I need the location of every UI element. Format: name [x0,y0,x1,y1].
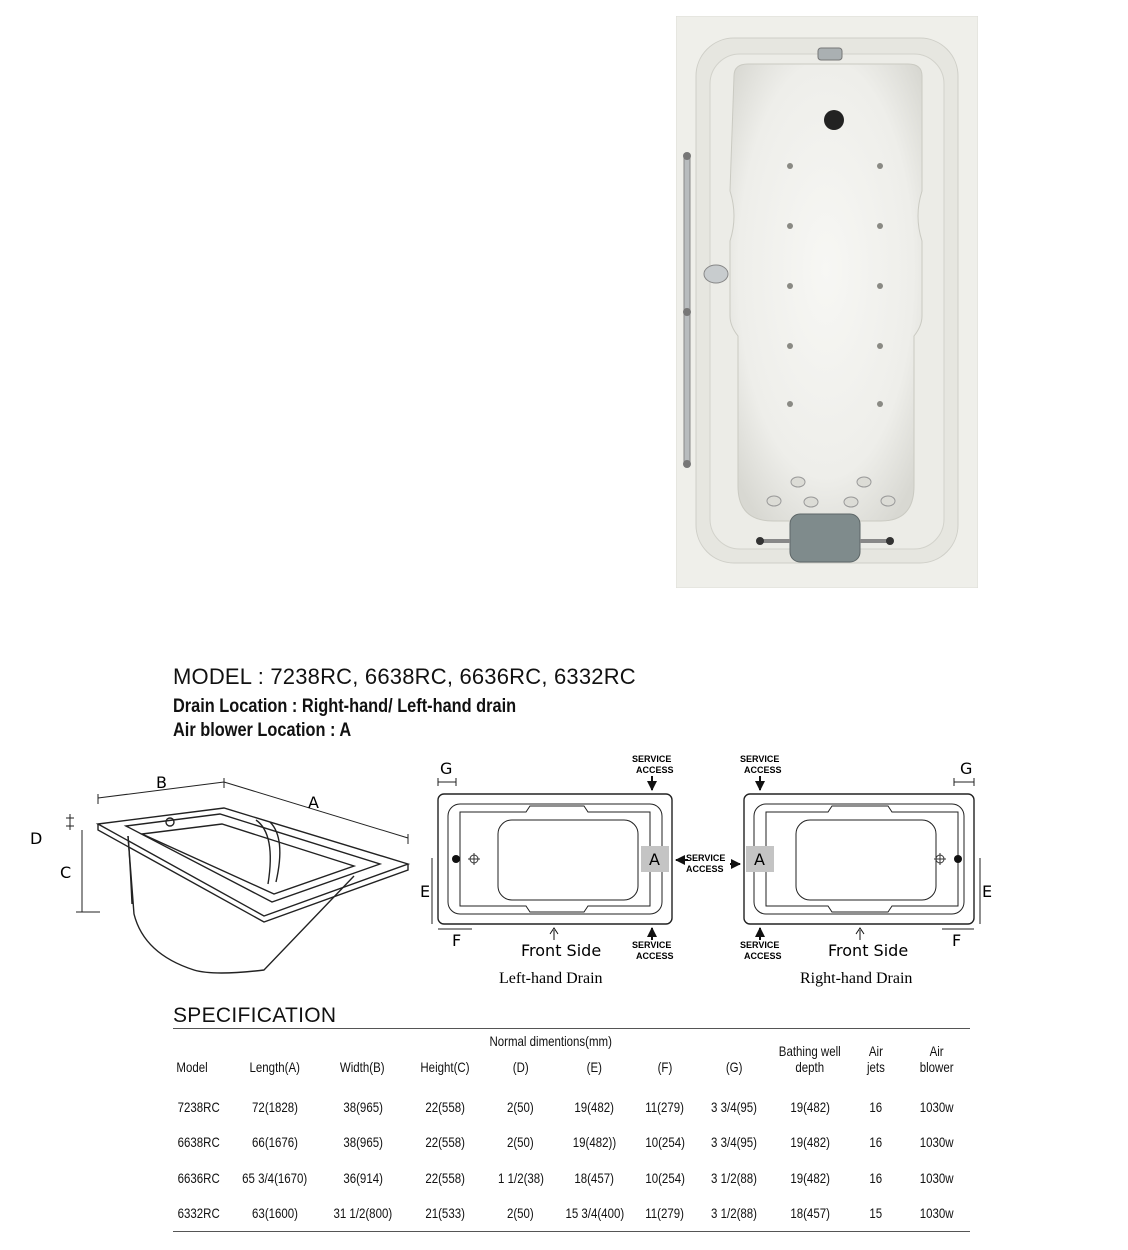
cell: 2(50) [507,1134,535,1151]
cell: 16 [869,1169,883,1186]
model-heading: MODEL : 7238RC, 6638RC, 6636RC, 6332RC [173,664,636,689]
normal-dimensions-header: Normal dimentions(mm) [489,1033,612,1049]
cell: 15 [869,1205,883,1222]
left-plan-service-bottom-1: SERVICE [632,940,672,950]
cell: 10(254) [645,1134,685,1151]
left-plan-g-label: G [440,759,453,778]
right-plan-g-label: G [960,759,973,778]
cell: 18(457) [789,1205,830,1222]
col-d: (D) [512,1059,529,1075]
cell: 31 1/2(800) [333,1205,392,1222]
left-plan-front-side: Front Side [521,941,602,960]
cell: 3 3/4(95) [711,1134,757,1151]
col-f: (F) [657,1059,673,1075]
cell-model: 6638RC [177,1134,220,1151]
middle-service-access-1: SERVICE [686,853,726,863]
cell: 1030w [919,1098,954,1115]
cell: 19(482) [574,1098,615,1115]
cell: 1030w [919,1134,954,1151]
col-air-jets: Air jets [866,1043,885,1075]
dim-label-c: C [60,863,72,882]
dim-label-d: D [30,829,43,848]
col-air-blower: Air blower [919,1043,954,1075]
table-row [173,1196,970,1232]
right-plan-service-bottom-2: ACCESS [744,951,782,961]
cell: 38(965) [342,1134,383,1151]
cell: 65 3/4(1670) [242,1169,308,1186]
col-length: Length(A) [249,1059,300,1075]
col-width: Width(B) [340,1059,385,1075]
right-plan-service-bottom-1: SERVICE [740,940,780,950]
cell: 63(1600) [251,1205,298,1222]
table-row [173,1125,970,1161]
cell: 11(279) [645,1098,685,1115]
left-plan-service-top-2: ACCESS [636,765,674,775]
right-plan-e-label: E [982,882,993,901]
cell: 2(50) [507,1205,535,1222]
col-bathing-well: Bathing well depth [778,1043,841,1075]
cell: 3 3/4(95) [711,1098,757,1115]
dim-label-b: B [156,773,167,792]
right-plan-caption: Right-hand Drain [800,970,913,987]
cell: 11(279) [645,1205,685,1222]
cell: 18(457) [574,1169,615,1186]
cell-model: 6332RC [177,1205,220,1222]
dim-label-a: A [308,793,319,812]
right-plan-front-side: Front Side [828,941,909,960]
left-plan-caption: Left-hand Drain [499,970,603,987]
table-row [173,1160,970,1196]
cell: 36(914) [342,1169,383,1186]
plan-view-diagrams [418,752,1008,997]
cell: 3 1/2(88) [711,1169,757,1186]
cell: 38(965) [342,1098,383,1115]
cell: 1030w [919,1205,954,1222]
cell: 21(533) [425,1205,465,1222]
left-plan-blower-label: A [649,850,660,869]
air-blower-location-text: Air blower Location : A [173,720,352,741]
cell: 66(1676) [251,1134,298,1151]
cell: 2(50) [507,1098,535,1115]
cell: 22(558) [425,1098,465,1115]
col-model: Model [176,1059,208,1075]
cell: 16 [869,1098,883,1115]
bathtub-photo [676,16,978,588]
col-height: Height(C) [420,1059,470,1075]
specification-title: SPECIFICATION [173,1004,337,1027]
drain-location-text: Drain Location : Right-hand/ Left-hand drain [173,696,517,717]
cell: 22(558) [425,1169,465,1186]
cell: 72(1828) [251,1098,298,1115]
left-plan-service-bottom-2: ACCESS [636,951,674,961]
right-plan-service-top-2: ACCESS [744,765,782,775]
cell-model: 6636RC [177,1169,220,1186]
cell: 1 1/2(38) [497,1169,544,1186]
isometric-tub-diagram [24,764,424,984]
left-plan-f-label: F [452,931,462,950]
cell-model: 7238RC [177,1098,220,1115]
cell: 19(482)) [572,1134,617,1151]
right-plan-f-label: F [952,931,962,950]
right-hand-drain-plan [740,754,992,987]
cell: 19(482) [789,1098,830,1115]
left-plan-service-top-1: SERVICE [632,754,672,764]
left-plan-e-label: E [420,882,431,901]
col-g: (G) [725,1059,743,1075]
cell: 1030w [919,1169,954,1186]
right-plan-blower-label: A [754,850,765,869]
table-row [173,1089,970,1125]
middle-service-access-2: ACCESS [686,864,724,874]
cell: 22(558) [425,1134,465,1151]
cell: 3 1/2(88) [711,1205,757,1222]
right-plan-service-top-1: SERVICE [740,754,780,764]
specification-table [173,1028,970,1232]
cell: 16 [869,1134,883,1151]
left-hand-drain-plan [420,754,674,987]
cell: 19(482) [789,1169,830,1186]
cell: 19(482) [789,1134,830,1151]
col-e: (E) [586,1059,603,1075]
cell: 15 3/4(400) [565,1205,624,1222]
cell: 10(254) [645,1169,685,1186]
